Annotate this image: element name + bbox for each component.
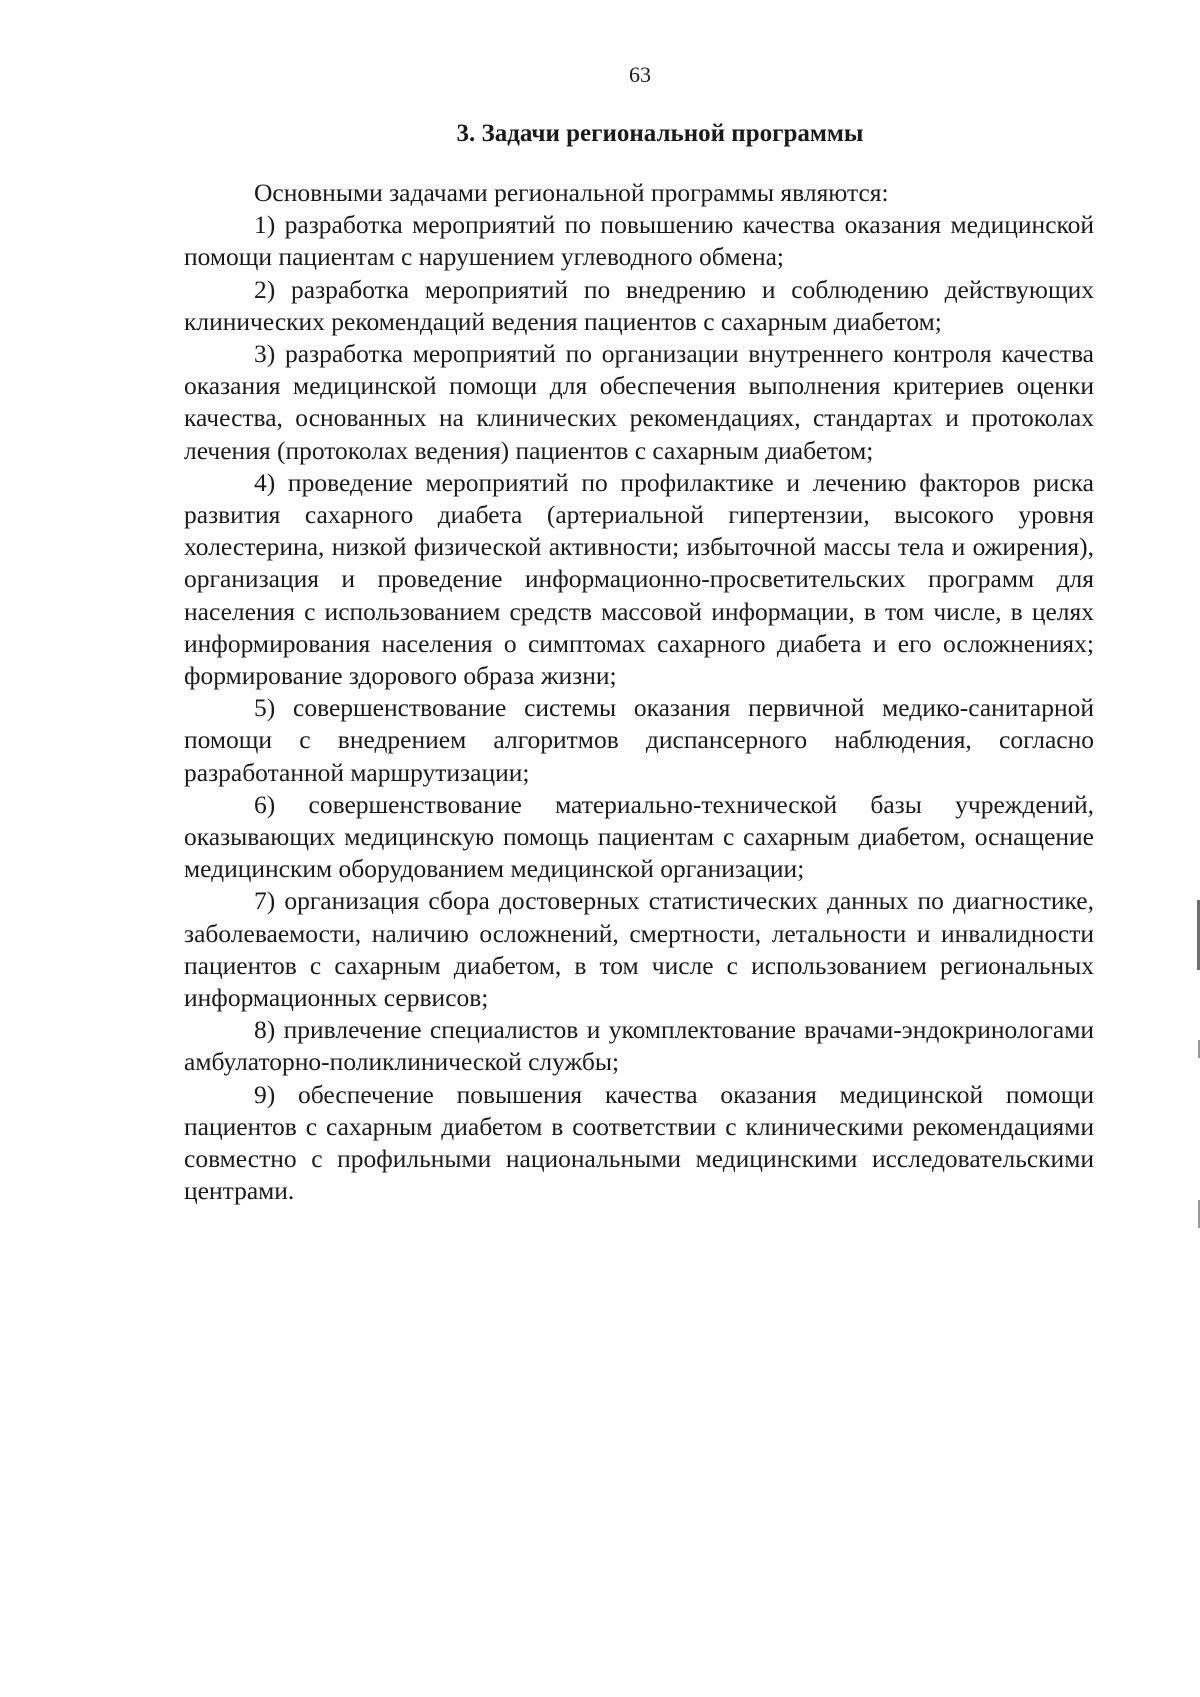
list-item: 5) совершенствование системы оказания первичной медико-санитарной помощи с внедрением алгоритмов диспансерного наблюдения, согласно разработанной маршрутизации; (184, 693, 1094, 787)
intro-paragraph: Основными задачами региональной программы являются: (254, 178, 889, 207)
document-body (184, 177, 1094, 1208)
page-number: 63 (629, 62, 651, 87)
list-item: 3) разработка мероприятий по организации внутреннего контроля качества оказания медицинской помощи для обеспечения выполнения критериев оценки качества, основанных на клинических рекомендациях, стандартах и протоколах лечения (протоколах ведения) пациентов с сахарным диабетом; (184, 339, 1094, 465)
section-heading: 3. Задачи региональной программы (456, 120, 864, 147)
list-item: 9) обеспечение повышения качества оказания медицинской помощи пациентов с сахарным диабетом в соответствии с клиническими рекомендациями совместно с профильными национальными медицинскими исследовательскими центрами. (184, 1079, 1094, 1206)
list-item: 2) разработка мероприятий по внедрению и соблюдению действующих клинических рекомендаций ведения пациентов с сахарным диабетом; (184, 274, 1094, 336)
list-item: 8) привлечение специалистов и укомплектование врачами-эндокринологами амбулаторно-поликлинической службы; (184, 1015, 1094, 1077)
list-item: 6) совершенствование материально-технической базы учреждений, оказывающих медицинскую помощь пациентам с сахарным диабетом, оснащение медицинским оборудованием медицинской организации; (184, 789, 1094, 884)
list-item: 1) разработка мероприятий по повышению качества оказания медицинской помощи пациентам с нарушением углеводного обмена; (184, 210, 1094, 272)
list-item: 7) организация сбора достоверных статистических данных по диагностике, заболеваемости, наличию осложнений, смертности, летальности и инвалидности пациентов с сахарным диабетом, в том числе с использованием региональных информационных сервисов; (184, 886, 1094, 1013)
list-item: 4) проведение мероприятий по профилактике и лечению факторов риска развития сахарного диабета (артериальной гипертензии, высокого уровня холестерина, низкой физической активности; избыточной массы тела и ожирения), организация и проведение информационно-просветительских программ для населения с использованием средств массовой информации, в том числе, в целях информирования населения о симптомах сахарного диабета и его осложнениях; формирование здорового образа жизни; (184, 467, 1094, 691)
